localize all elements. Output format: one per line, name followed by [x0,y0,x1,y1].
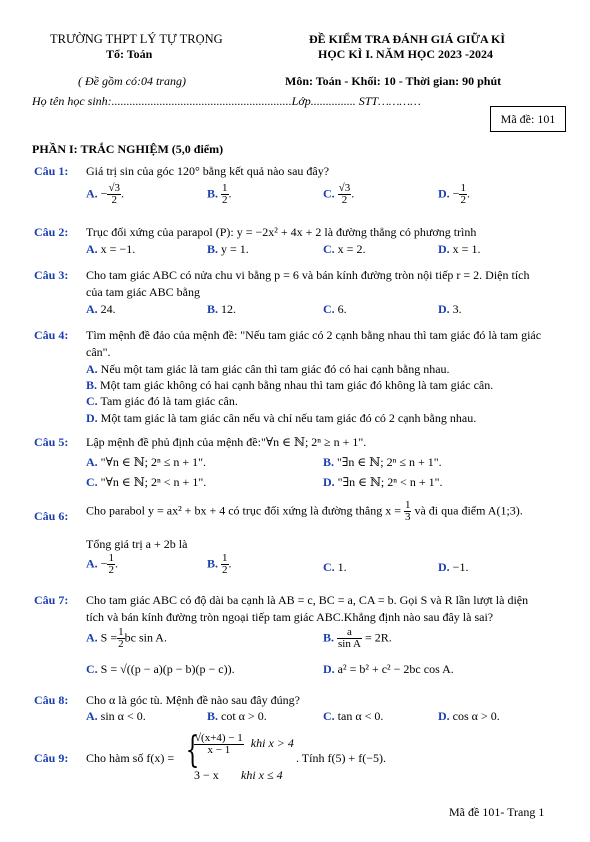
semester: HỌC KÌ I. NĂM HỌC 2023 -2024 [318,47,493,61]
q7-option-a[interactable] [86,627,167,650]
question-2-label: Câu 2: [34,225,69,239]
q7-option-b[interactable] [323,627,392,650]
question-9-text: Cho hàm số f(x) = [86,751,175,765]
question-9-tail: . Tính f(5) + f(−5). [296,751,386,765]
option-letter: A. [86,302,98,316]
question-2-text: Trục đối xứng của parapol (P): y = −2x² + 4x + 2 là đường thẳng có phương trình [86,225,477,239]
option-letter: B. [207,302,219,316]
question-7-label: Câu 7: [34,593,69,607]
q9-case2-cond: khi x ≤ 4 [241,768,283,782]
section-title: PHẦN I: TRẮC NGHIỆM (5,0 điểm) [32,142,224,156]
option-letter: B. [207,709,219,723]
q7-a-pre: S = [100,630,118,645]
question-4-label: Câu 4: [34,328,69,342]
option-letter: A. [86,362,98,376]
question-8-text: Cho α là góc tù. Mệnh đề nào sau đây đúng? [86,693,300,707]
question-3-text: Cho tam giác ABC có nửa chu vi bằng p = 6 và bán kính đường tròn nội tiếp r = 2. Diện tích [86,268,530,282]
question-1-label: Câu 1: [34,164,69,178]
q9-case1-num: √(x+4) − 1 [195,732,243,744]
q3-option-a[interactable]: A. 24. [86,302,116,316]
option-letter: A. [86,455,98,469]
q9-case-2 [194,768,283,783]
option-letter: C. [323,302,335,316]
q4-option-c[interactable]: C. Tam giác đó là tam giác cân. [86,394,238,408]
q8-option-d[interactable]: D. cos α > 0. [438,709,500,723]
q6-a-num: 1 [108,552,114,564]
q7-b-num: a [337,627,362,639]
q1-a-letter: A. [86,186,98,201]
q1-option-d[interactable]: D. − $\frac{1}{2}$ . [438,182,470,206]
q6-b-num: 1 [222,552,228,564]
q4-option-b[interactable]: B. Một tam giác không có hai cạnh bằng nhau thì tam giác đó không là tam giác cân. [86,378,494,392]
option-letter: C. [86,394,98,408]
q5-option-c[interactable]: C. "∀n ∈ ℕ; 2ⁿ < n + 1". [86,475,207,489]
question-3-text-2: của tam giác ABC bằng [86,285,200,299]
q1-c-num: √3 [338,182,351,194]
q1-c-den: 2 [341,194,348,206]
q5-option-b[interactable]: B. "∃n ∈ ℕ; 2ⁿ ≤ n + 1". [323,455,442,469]
pages-note: ( Đề gồm có:04 trang) [78,74,186,88]
q4-option-d[interactable]: D. Một tam giác là tam giác cân nếu và chỉ nếu tam giác đó có 2 cạnh bằng nhau. [86,411,477,425]
option-letter: D. [438,709,450,723]
subject-line: Môn: Toán - Khối: 10 - Thời gian: 90 phút [285,74,502,88]
question-6-text: Cho parabol y = ax² + bx + 4 có trục đối xứng là đường thẳng x = $\frac{1}{3}$ và đi qua điểm A(1;3). [86,499,523,523]
q1-b-num: 1 [222,182,228,194]
option-letter: D. [438,560,450,574]
q1-d-letter: D. [438,186,450,201]
option-letter: D. [438,302,450,316]
page-footer: Mã đề 101- Trang 1 [449,805,545,819]
q3-option-d[interactable]: D. 3. [438,302,462,316]
q1-d-num: 1 [460,182,466,194]
question-1-text: Giá trị sin của góc 120° bằng kết quả nào sau đây? [86,164,330,178]
option-letter: D. [86,411,98,425]
question-4-text-2: cân". [86,345,111,359]
q6-b-letter: B. [207,556,219,571]
option-letter: B. [207,242,219,256]
q1-d-den: 2 [460,194,466,206]
q6-frac-num: 1 [404,499,411,511]
q6-a-den: 2 [108,564,114,576]
question-5-text: Lập mệnh đề phủ định của mệnh đề:"∀n ∈ ℕ; 2ⁿ ≥ n + 1". [86,435,367,449]
q7-b-letter: B. [323,630,335,645]
q8-option-b[interactable]: B. cot α > 0. [207,709,267,723]
q1-option-a[interactable]: A. − $\frac{√3}{2}$ . [86,182,124,206]
q9-brace: { [185,730,200,771]
option-letter: C. [86,662,98,676]
q1-a-den: 2 [111,194,117,206]
question-7-text-2: tích và bán kính đường tròn ngoại tiếp tam giác ABC.Khẳng định nào sau đây là sai? [86,610,494,624]
q1-c-letter: C. [323,186,335,201]
option-letter: C. [323,560,335,574]
q6-option-b[interactable]: B. $\frac{1}{2}$ . [207,552,232,576]
q9-case1-den: x − 1 [207,744,231,756]
exam-title: ĐỀ KIỂM TRA ĐÁNH GIÁ GIỮA KÌ [309,32,506,46]
q2-option-a[interactable]: A. x = −1. [86,242,136,256]
student-line: Họ tên học sinh:............................................................Lớp............... STT………… [32,94,421,108]
q3-option-b[interactable]: B. 12. [207,302,237,316]
option-letter: B. [86,378,98,392]
q1-option-c[interactable]: C. $\frac{√3}{2}$ . [323,182,355,206]
exam-code-box: Mã đề: 101 [490,106,566,132]
q3-option-c[interactable]: C. 6. [323,302,347,316]
option-letter: D. [438,242,450,256]
q1-b-letter: B. [207,186,219,201]
question-9-label: Câu 9: [34,751,69,765]
q6-text-main: Cho parabol y = ax² + bx + 4 có trục đối xứng là đường thẳng [86,503,383,518]
question-7-text: Cho tam giác ABC có độ dài ba cạnh là AB = c, BC = a, CA = b. Gọi S và R lần lượt là diện [86,593,529,607]
question-8-label: Câu 8: [34,693,69,707]
department: Tổ: Toán [106,47,153,61]
q6-option-a[interactable]: A. − $\frac{1}{2}$ . [86,552,118,576]
q6-option-d[interactable]: D. −1. [438,560,469,574]
q6-frac-den: 3 [404,511,411,523]
q7-option-d[interactable]: D. a² = b² + c² − 2bc cos A. [323,662,454,676]
question-3-label: Câu 3: [34,268,69,282]
q1-a-num: √3 [108,182,120,194]
q7-b-den: sin A [338,638,361,650]
q5-option-d[interactable]: D. "∃n ∈ ℕ; 2ⁿ < n + 1". [323,475,443,489]
option-letter: C. [323,242,335,256]
q9-case-1 [194,733,294,756]
q4-option-a[interactable]: A. Nếu một tam giác là tam giác cân thì tam giác đó có hai cạnh bằng nhau. [86,362,450,376]
q6-b-den: 2 [222,564,228,576]
option-letter: D. [323,475,335,489]
option-letter: C. [86,475,98,489]
q7-a-num: 1 [118,626,124,638]
q9-case2-expr: 3 − x [194,768,219,782]
q6-option-c[interactable]: C. 1. [323,560,347,574]
q6-a-letter: A. [86,556,98,571]
q8-option-a[interactable]: A. sin α < 0. [86,709,146,723]
q2-option-c[interactable]: C. x = 2. [323,242,366,256]
q7-option-c[interactable]: C. S = √((p − a)(p − b)(p − c)). [86,662,235,676]
q2-option-b[interactable]: B. y = 1. [207,242,249,256]
option-letter: A. [86,242,98,256]
q1-b-den: 2 [222,194,228,206]
q2-option-d[interactable]: D. x = 1. [438,242,481,256]
q9-case1-cond: khi x > 4 [250,736,294,751]
school-name: TRƯỜNG THPT LÝ TỰ TRỌNG [50,32,223,46]
q7-b-post: = 2R. [364,630,392,645]
question-6-text-2: Tổng giá trị a + 2b là [86,537,188,551]
option-letter: B. [323,455,335,469]
q7-a-post: bc sin A. [124,630,167,645]
q7-a-letter: A. [86,630,98,645]
question-4-text: Tìm mệnh đề đảo của mệnh đề: "Nếu tam giác có 2 cạnh bằng nhau thì tam giác đó là tam giác [86,328,542,342]
q7-a-den: 2 [118,638,124,650]
q6-text-tail: và đi qua điểm A(1;3). [414,503,523,518]
q8-option-c[interactable]: C. tan α < 0. [323,709,384,723]
question-6-label: Câu 6: [34,509,69,523]
option-letter: C. [323,709,335,723]
option-letter: D. [323,662,335,676]
q5-option-a[interactable]: A. "∀n ∈ ℕ; 2ⁿ ≤ n + 1". [86,455,207,469]
q1-option-b[interactable]: B. $\frac{1}{2}$ . [207,182,232,206]
option-letter: A. [86,709,98,723]
question-5-label: Câu 5: [34,435,69,449]
